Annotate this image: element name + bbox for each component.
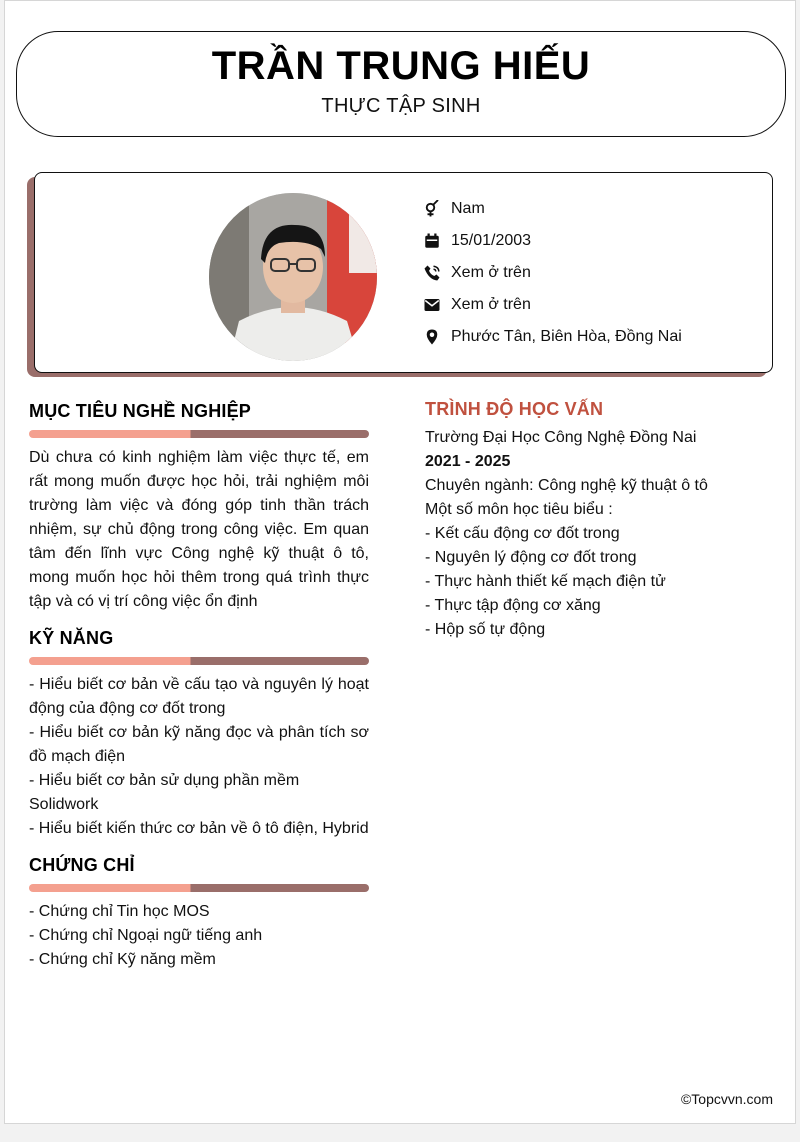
job-title: THỰC TẬP SINH	[321, 95, 481, 117]
cv-page	[4, 0, 796, 1124]
subjects-label: Một số môn học tiêu biểu :	[425, 501, 613, 518]
address-value: Phước Tân, Biên Hòa, Đồng Nai	[451, 328, 682, 345]
skill-item: - Hiểu biết kiến thức cơ bản về ô tô điện, Hybrid	[29, 820, 369, 837]
email-value: Xem ở trên	[451, 296, 531, 313]
certificate-item: - Chứng chỉ Tin học MOS	[29, 903, 210, 920]
contact-list	[423, 193, 682, 353]
certificates-title: CHỨNG CHỈ	[29, 855, 135, 875]
avatar-photo	[209, 193, 377, 361]
header-box	[16, 31, 786, 137]
email-icon	[423, 295, 451, 315]
certificate-item: - Chứng chỉ Ngoại ngữ tiếng anh	[29, 927, 263, 944]
gender-icon	[423, 199, 451, 219]
school-name: Trường Đại Học Công Nghệ Đồng Nai	[425, 429, 697, 446]
section-divider	[29, 884, 369, 892]
objective-section	[29, 401, 369, 614]
skills-title: KỸ NĂNG	[29, 628, 114, 648]
avatar	[209, 193, 377, 361]
contact-address	[423, 321, 682, 353]
right-column	[425, 399, 775, 642]
skill-item: - Hiểu biết cơ bản kỹ năng đọc và phân tích sơ đồ mạch điện	[29, 724, 369, 765]
gender-value: Nam	[451, 200, 485, 217]
subject-item: - Thực tập động cơ xăng	[425, 597, 601, 614]
skill-item: - Hiểu biết cơ bản về cấu tạo và nguyên lý hoạt động của động cơ đốt trong	[29, 676, 369, 717]
study-years: 2021 - 2025	[425, 453, 511, 470]
section-divider	[29, 657, 369, 665]
subject-item: - Nguyên lý động cơ đốt trong	[425, 549, 637, 566]
phone-value: Xem ở trên	[451, 264, 531, 281]
objective-title: MỤC TIÊU NGHỀ NGHIỆP	[29, 401, 252, 421]
subject-item: - Hộp số tự động	[425, 621, 546, 638]
info-card	[34, 172, 773, 373]
contact-phone	[423, 257, 682, 289]
footer-credit: ©Topcvvn.com	[680, 1091, 773, 1107]
candidate-name: TRẦN TRUNG HIẾU	[211, 44, 591, 88]
left-column	[29, 401, 369, 972]
birthday-value: 15/01/2003	[451, 232, 532, 249]
subject-item: - Kết cấu động cơ đốt trong	[425, 525, 620, 542]
objective-text: Dù chưa có kinh nghiệm làm việc thực tế, em rất mong muốn được học hỏi, trải nghiệm môi trường làm việc và đóng góp tinh thần trách nhiệm, sự chủ động trong công việc. Em quan tâm đến lĩnh vực Công nghệ kỹ thuật ô tô, mong muốn học hỏi thêm trong quá trình thực tập và có vị trí công việc ổn định	[29, 449, 369, 610]
phone-icon	[423, 263, 451, 283]
certificates-section	[29, 855, 369, 972]
contact-email	[423, 289, 682, 321]
calendar-icon	[423, 231, 451, 251]
education-title: TRÌNH ĐỘ HỌC VẤN	[425, 399, 604, 419]
location-pin-icon	[423, 327, 451, 347]
skill-item: - Hiểu biết cơ bản sử dụng phần mềm Solidwork	[29, 772, 300, 813]
contact-birthday	[423, 225, 682, 257]
section-divider	[29, 430, 369, 438]
certificate-item: - Chứng chỉ Kỹ năng mềm	[29, 951, 216, 968]
skills-section	[29, 628, 369, 841]
major: Chuyên ngành: Công nghệ kỹ thuật ô tô	[425, 477, 708, 494]
subject-item: - Thực hành thiết kế mạch điện tử	[425, 573, 666, 590]
contact-gender	[423, 193, 682, 225]
